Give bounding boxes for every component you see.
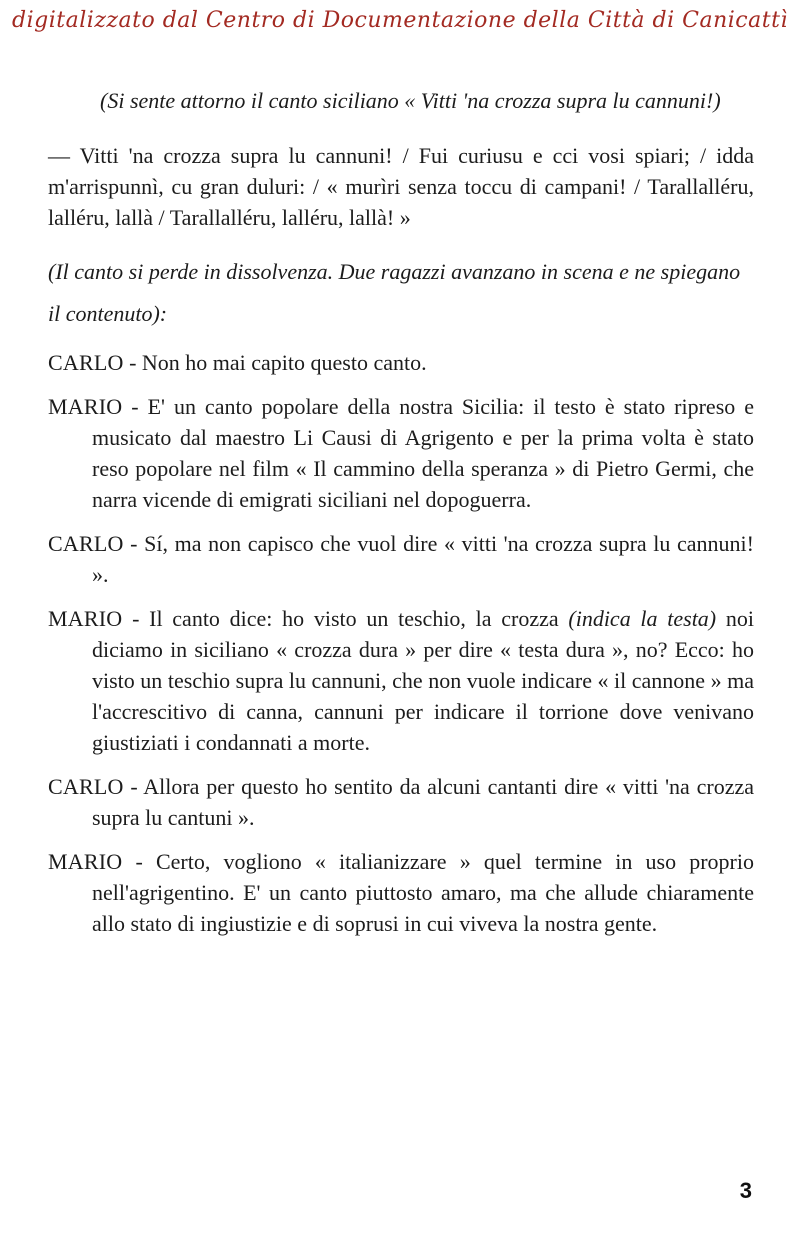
dialogue-line bbox=[48, 391, 754, 515]
speaker-name: MARIO bbox=[48, 394, 123, 419]
stage-aside: (indica la testa) bbox=[568, 606, 717, 631]
stage-direction-fade: (Il canto si perde in dissolvenza. Due ragazzi avanzano in scena e ne spiegano il contenuto): bbox=[48, 259, 741, 326]
dialogue-text: - E' un canto popolare della nostra Sicilia: il testo è stato ripreso e musicato dal maestro Li Causi di Agrigento e per la prima volta è stato reso popolare nel film « Il cammino della speranza » di Pietro Germi, che narra vicende di emigrati siciliani nel dopoguerra. bbox=[92, 394, 754, 512]
dialogue-line bbox=[48, 528, 754, 590]
speaker-name: MARIO bbox=[48, 606, 123, 631]
digitization-watermark: digitalizzato dal Centro di Documentazione della Città di Canicattì bbox=[12, 8, 788, 33]
stage-direction-song: (Si sente attorno il canto siciliano « Vitti 'na crozza supra lu cannuni!) bbox=[100, 88, 721, 113]
speaker-name: MARIO bbox=[48, 849, 123, 874]
dialogue-text: - Il canto dice: ho visto un teschio, la crozza bbox=[122, 606, 569, 631]
page-body bbox=[48, 80, 754, 939]
dialogue bbox=[48, 347, 754, 939]
dialogue-text: - Non ho mai capito questo canto. bbox=[123, 350, 427, 375]
dialogue-line bbox=[48, 846, 754, 939]
dialogue-text: - Sí, ma non capisco che vuol dire « vitti 'na crozza supra lu cannuni! ». bbox=[92, 531, 754, 587]
speaker-name: CARLO bbox=[48, 774, 124, 799]
dialogue-text: - Certo, vogliono « italianizzare » quel termine in uso proprio nell'agrigentino. E' un canto piuttosto amaro, ma che allude chiaramente allo stato di ingiustizie e di soprusi in cui viveva la nostra gente. bbox=[92, 849, 754, 936]
page-number: 3 bbox=[739, 1178, 752, 1203]
speaker-name: CARLO bbox=[48, 531, 124, 556]
dialogue-text: - Allora per questo ho sentito da alcuni cantanti dire « vitti 'na crozza supra lu cantuni ». bbox=[92, 774, 754, 830]
dialogue-line bbox=[48, 771, 754, 833]
song-lyrics: — Vitti 'na crozza supra lu cannuni! / Fui curiusu e cci vosi spiari; / idda m'arrispunnì, cu gran duluri: / « murìri senza toccu di campani! / Tarallalléru, lalléru, lallà / Tarallalléru, lalléru, lallà! » bbox=[48, 143, 754, 230]
dialogue-line bbox=[48, 603, 754, 758]
dialogue-line bbox=[48, 347, 754, 378]
dialogue-text: noi diciamo in siciliano « crozza dura » per dire « testa dura », no? Ecco: ho visto un teschio supra lu cannuni, che non vuole indicare « il cannone » ma l'accrescitivo di canna, cannuni per indicare il torrione dove venivano giustiziati i condannati a morte. bbox=[92, 606, 754, 755]
speaker-name: CARLO bbox=[48, 350, 124, 375]
